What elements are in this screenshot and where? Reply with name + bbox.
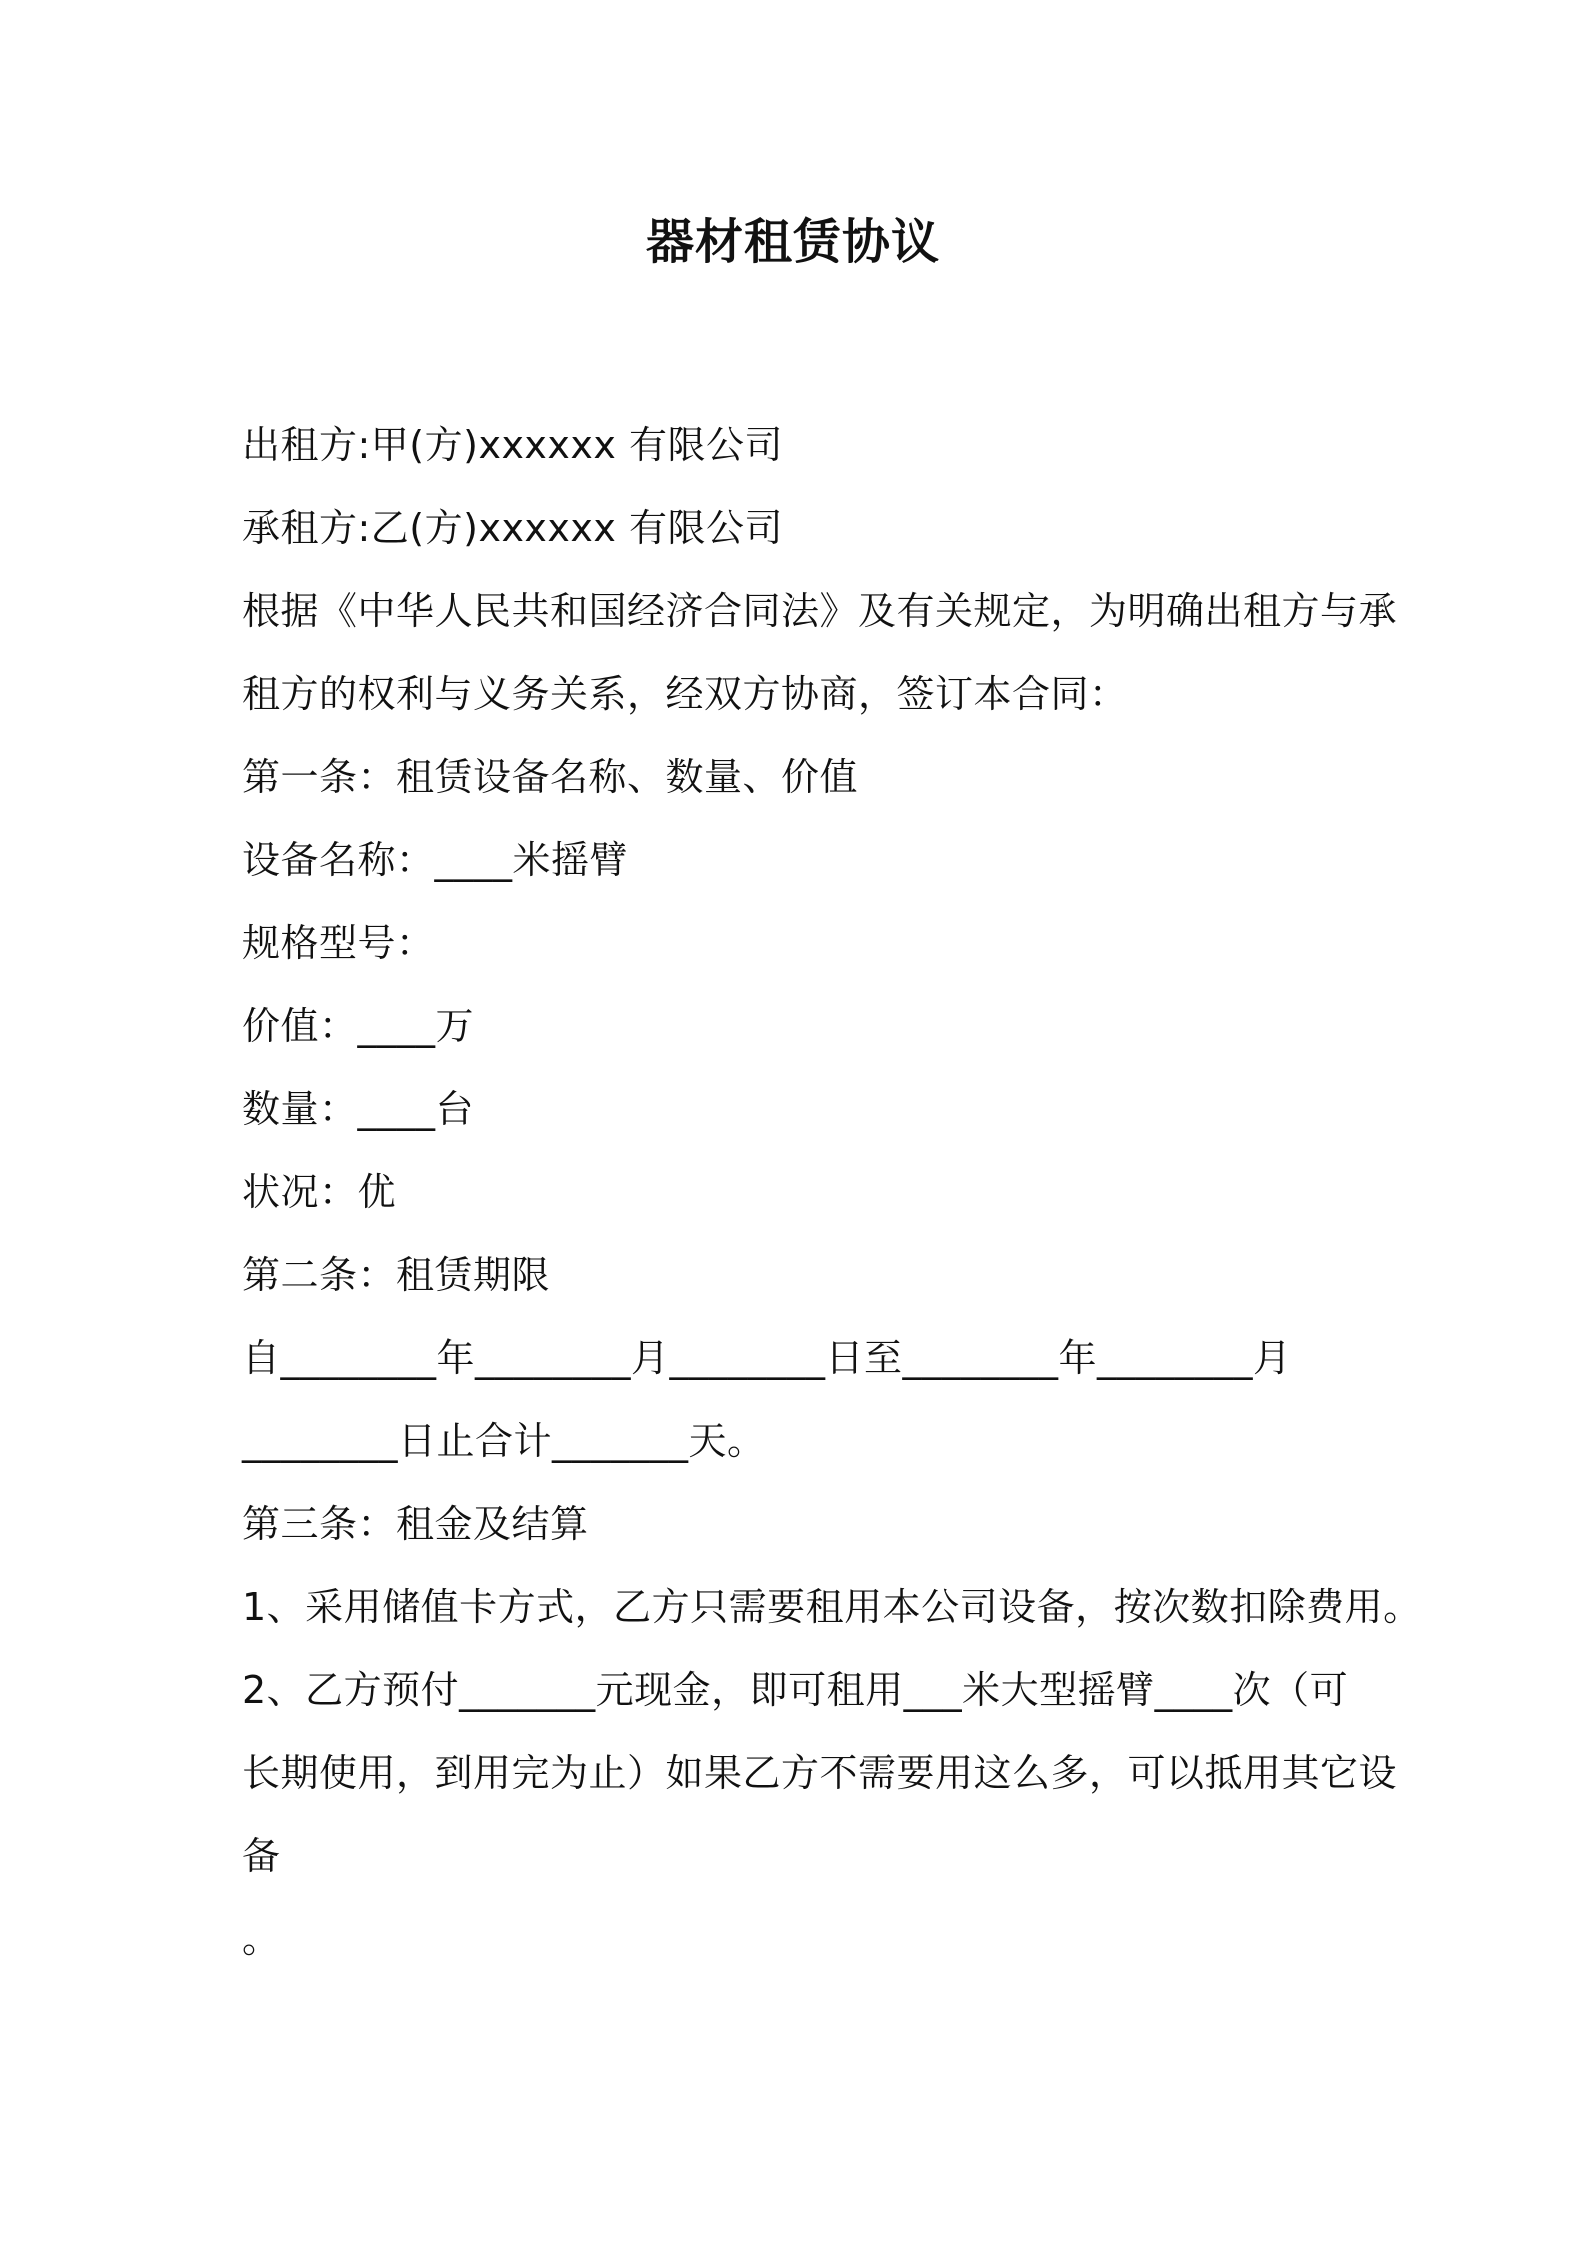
equipment-name-line: 设备名称：____米摇臂 xyxy=(242,838,629,882)
term-line-2: ________日止合计_______天。 xyxy=(242,1419,766,1463)
article-2-heading: 第二条：租赁期限 xyxy=(242,1253,551,1297)
term-line-1: 自________年________月________日至________年________月 xyxy=(242,1336,1292,1380)
lessee-line: 承租方:乙(方)xxxxxx 有限公司 xyxy=(242,506,783,550)
preamble-line-1: 根据《中华人民共和国经济合同法》及有关规定，为明确出租方与承 xyxy=(242,589,1398,633)
preamble-line-2: 租方的权利与义务关系，经双方协商，签订本合同： xyxy=(242,672,1128,716)
lessor-line: 出租方:甲(方)xxxxxx 有限公司 xyxy=(242,423,783,467)
article-3-heading: 第三条：租金及结算 xyxy=(242,1502,589,1546)
clause-2-line-3: 备 xyxy=(242,1834,281,1878)
condition-line: 状况：优 xyxy=(242,1170,397,1214)
article-1-heading: 第一条：租赁设备名称、数量、价值 xyxy=(242,755,859,799)
document-title: 器材租赁协议 xyxy=(645,214,940,270)
value-line: 价值：____万 xyxy=(242,1004,475,1048)
model-line: 规格型号： xyxy=(242,921,435,965)
document-body xyxy=(242,404,1422,1981)
clause-2-line-1: 2、乙方预付_______元现金，即可租用___米大型摇臂____次（可 xyxy=(242,1668,1349,1712)
clause-2-line-4: 。 xyxy=(242,1917,281,1961)
clause-1-line: 1、采用储值卡方式，乙方只需要租用本公司设备，按次数扣除费用。 xyxy=(242,1585,1422,1629)
quantity-line: 数量：____台 xyxy=(242,1087,475,1131)
clause-2-line-2: 长期使用，到用完为止）如果乙方不需要用这么多，可以抵用其它设 xyxy=(242,1751,1398,1795)
